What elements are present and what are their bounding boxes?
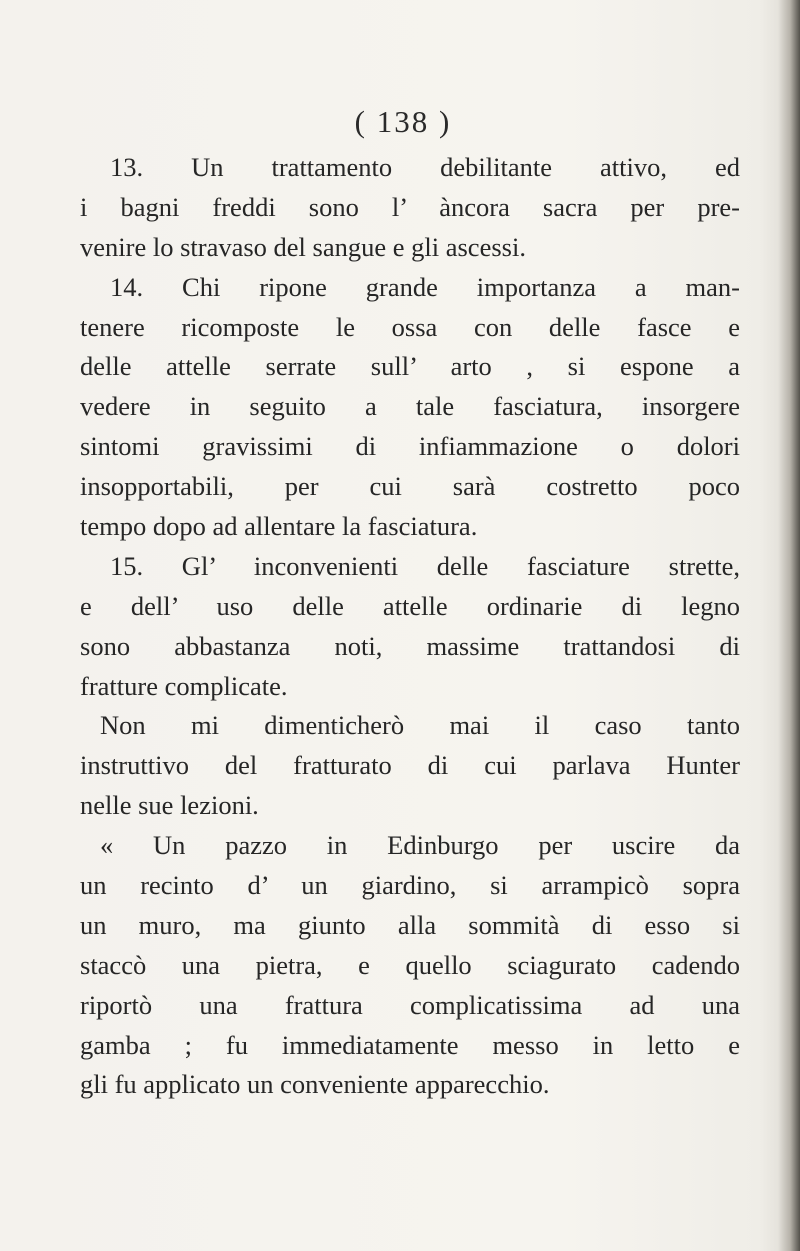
page-number: ( 138 ) (354, 104, 452, 139)
text-line: tempo dopo ad allentare la fasciatura. (80, 511, 478, 542)
text-line: delle attelle serrate sull’ arto , si espone a (80, 351, 740, 382)
text-line: gli fu applicato un conveniente apparecchio. (80, 1069, 550, 1100)
text-line: insopportabili, per cui sarà costretto poco (80, 471, 740, 502)
text-line: e dell’ uso delle attelle ordinarie di legno (80, 590, 740, 621)
text-line: fratture complicate. (80, 670, 288, 701)
text-line: 15. Gl’ inconvenienti delle fasciature strette, (110, 550, 740, 581)
body-text (80, 148, 740, 1105)
text-line: nelle sue lezioni. (80, 790, 259, 821)
text-line: un recinto d’ un giardino, si arrampicò sopra (80, 870, 740, 901)
text-line: Non mi dimenticherò mai il caso tanto (100, 710, 740, 741)
text-line: gamba ; fu immediatamente messo in letto e (80, 1029, 740, 1060)
text-line: 14. Chi ripone grande importanza a man- (110, 271, 740, 302)
text-line: tenere ricomposte le ossa con delle fasce e (80, 311, 740, 342)
text-line: i bagni freddi sono l’ àncora sacra per pre- (80, 191, 740, 222)
text-line: sono abbastanza noti, massime trattandosi di (80, 630, 740, 661)
text-line: 13. Un trattamento debilitante attivo, ed (110, 152, 740, 182)
text-line: un muro, ma giunto alla sommità di esso si (80, 909, 740, 940)
text-line: venire lo stravaso del sangue e gli ascessi. (80, 231, 526, 262)
text-line: instruttivo del fratturato di cui parlava Hunter (80, 750, 740, 781)
text-line: « Un pazzo in Edinburgo per uscire da (100, 830, 740, 861)
text-line: sintomi gravissimi di infiammazione o dolori (80, 431, 740, 462)
text-line: riportò una frattura complicatissima ad una (80, 989, 740, 1020)
page-edge-shadow (778, 0, 800, 1251)
text-line: staccò una pietra, e quello sciagurato cadendo (80, 949, 740, 980)
text-line: vedere in seguito a tale fasciatura, insorgere (80, 391, 740, 422)
